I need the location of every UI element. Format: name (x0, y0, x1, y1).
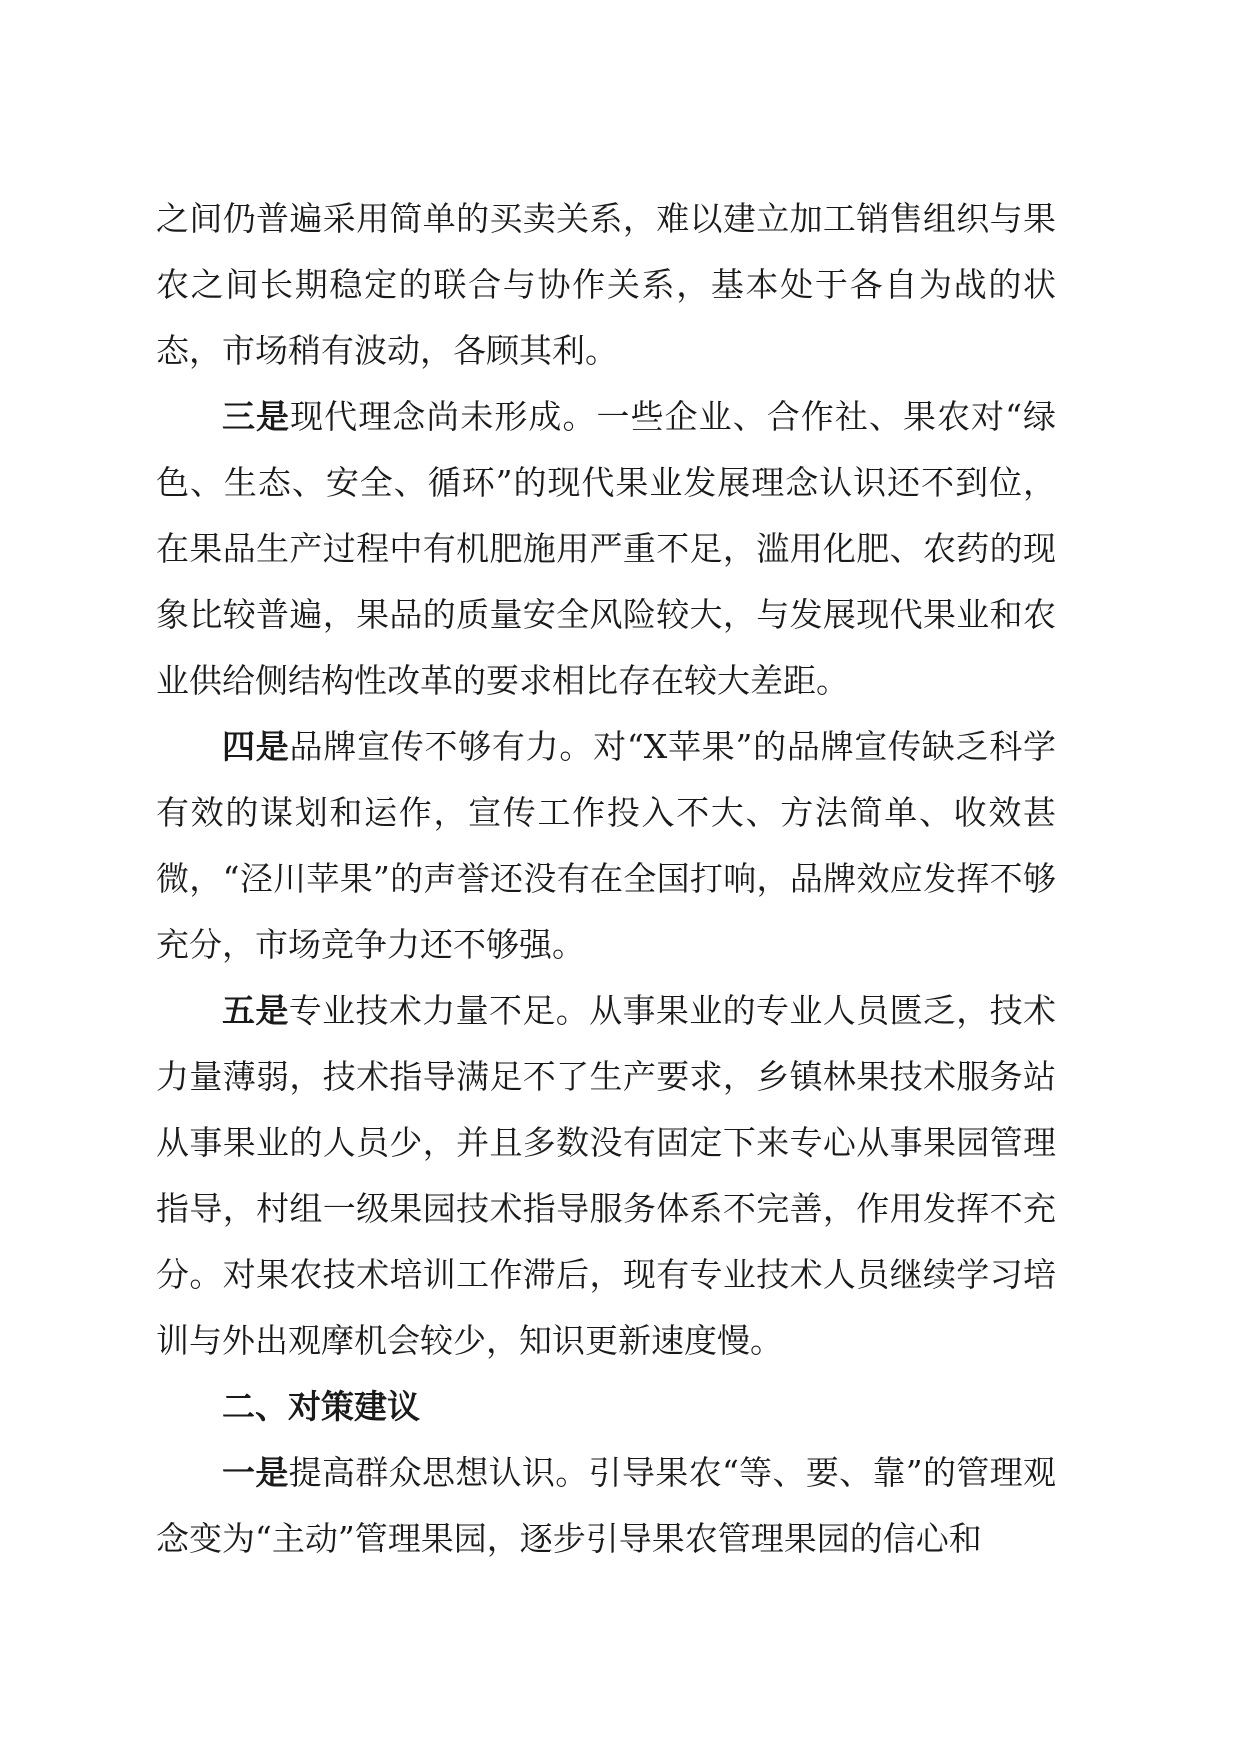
paragraph-lead: 五是 (222, 991, 289, 1030)
document-body (156, 186, 1056, 1572)
paragraph-lead: 四是 (222, 727, 290, 766)
paragraph-text: 提高群众思想认识。引导果农“等、要、靠”的管理观念变为“主动”管理果园，逐步引导果农管理果园的信心和 (156, 1453, 1057, 1558)
paragraph-text: 之间仍普遍采用简单的买卖关系，难以建立加工销售组织与果农之间长期稳定的联合与协作关系，基本处于各自为战的状态，市场稍有波动，各顾其利。 (156, 199, 1056, 370)
paragraph-continuation (156, 186, 1056, 384)
paragraph-text: 品牌宣传不够有力。对“X苹果”的品牌宣传缺乏科学有效的谋划和运作，宣传工作投入不大、方法简单、收效甚微，“泾川苹果”的声誉还没有在全国打响，品牌效应发挥不够充分，市场竞争力还不够强。 (156, 727, 1057, 964)
paragraph-suggestion-one (156, 1440, 1056, 1572)
paragraph-text: 专业技术力量不足。从事果业的专业人员匮乏，技术力量薄弱，技术指导满足不了生产要求，乡镇林果技术服务站从事果业的人员少，并且多数没有固定下来专心从事果园管理指导，村组一级果园技术指导服务体系不完善，作用发挥不充分。对果农技术培训工作滞后，现有专业技术人员继续学习培训与外出观摩机会较少，知识更新速度慢。 (156, 991, 1056, 1360)
paragraph-lead: 一是 (222, 1453, 289, 1492)
paragraph-point-four (156, 714, 1056, 978)
paragraph-point-three (156, 384, 1056, 714)
paragraph-lead: 三是 (222, 397, 291, 436)
section-heading: 二、对策建议 (222, 1387, 420, 1426)
paragraph-point-five (156, 978, 1056, 1374)
paragraph-text: 现代理念尚未形成。一些企业、合作社、果农对“绿色、生态、安全、循环”的现代果业发展理念认识还不到位，在果品生产过程中有机肥施用严重不足，滥用化肥、农药的现象比较普遍，果品的质量安全风险较大，与发展现代果业和农业供给侧结构性改革的要求相比存在较大差距。 (156, 397, 1056, 700)
